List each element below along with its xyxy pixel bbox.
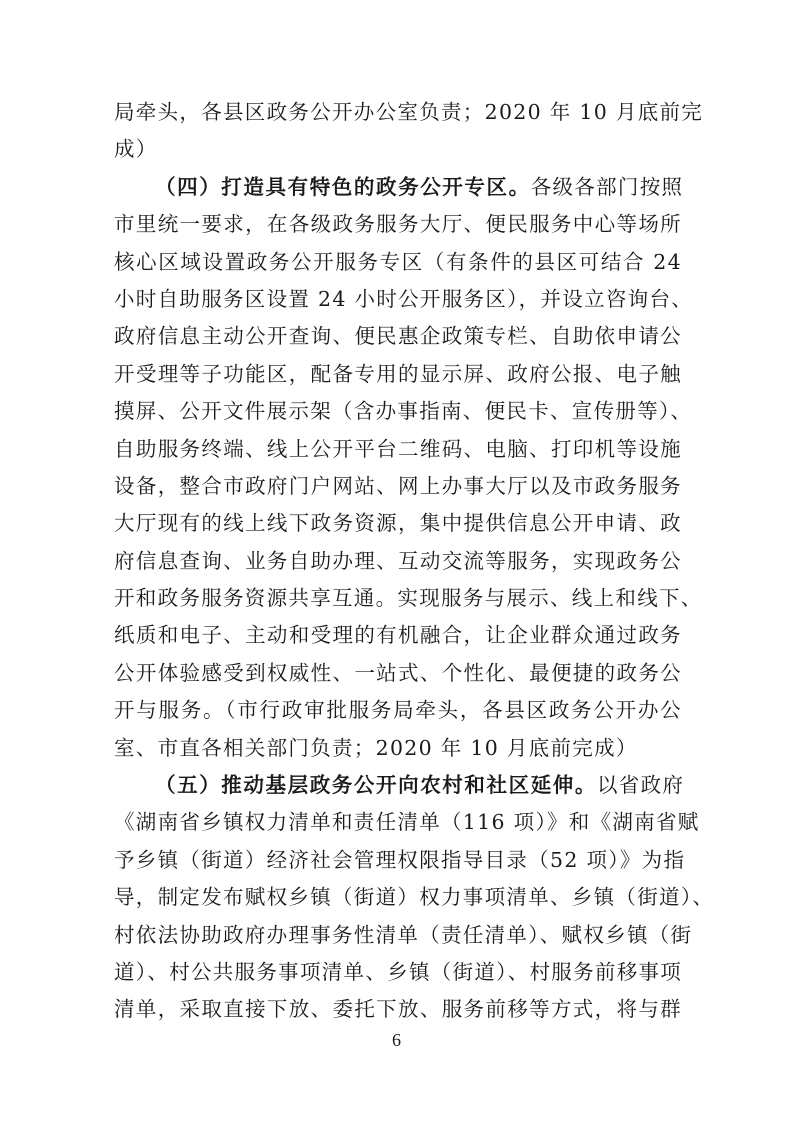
text-line: 《湖南省乡镇权力清单和责任清单（116 项）》和《湖南省赋 <box>114 810 700 835</box>
text-line: 市里统一要求，在各级政务服务大厅、便民服务中心等场所 <box>114 212 682 237</box>
section-heading: （四）打造具有特色的政务公开专区。 <box>155 174 531 199</box>
text-line: 局牵头，各县区政务公开办公室负责；2020 年 10 月底前完 <box>114 100 704 124</box>
text-line: 清单，采取直接下放、委托下放、服务前移等方式，将与群 <box>114 997 682 1022</box>
text-line: 予乡镇（街道）经济社会管理权限指导目录（52 项）》为指 <box>114 847 686 872</box>
text-line: 府信息查询、业务自助办理、互动交流等服务，实现政务公 <box>114 548 682 573</box>
text-line: 大厅现有的线上线下政务资源，集中提供信息公开申请、政 <box>114 511 682 536</box>
paragraph-continuation <box>114 94 704 169</box>
text-line: 导，制定发布赋权乡镇（街道）权力事项清单、乡镇（街道）、 <box>114 885 715 910</box>
page-number: 6 <box>392 1030 401 1050</box>
text-line: 政府信息主动公开查询、便民惠企政策专栏、自助依申请公 <box>114 324 682 349</box>
text-line: 室、市直各相关部门负责；2020 年 10 月底前完成） <box>114 735 638 760</box>
paragraph-grassroots <box>114 767 715 1029</box>
text-line <box>114 767 685 804</box>
document-body <box>114 94 715 1029</box>
text-line: 自助服务终端、线上公开平台二维码、电脑、打印机等设施 <box>114 436 682 461</box>
text-line: 设备，整合市政府门户网站、网上办事大厅以及市政务服务 <box>114 473 682 498</box>
text-line: 开受理等子功能区，配备专用的显示屏、政府公报、电子触 <box>114 361 682 386</box>
text-line <box>114 169 682 206</box>
text-line: 开和政务服务资源共享互通。实现服务与展示、线上和线下、 <box>114 586 703 611</box>
text-line: 成） <box>114 137 158 162</box>
text-fragment: 各级各部门按照 <box>530 174 684 199</box>
text-line: 纸质和电子、主动和受理的有机融合，让企业群众通过政务 <box>114 623 682 648</box>
text-line: 摸屏、公开文件展示架（含办事指南、便民卡、宣传册等）、 <box>114 399 693 424</box>
text-line: 核心区域设置政务公开服务专区（有条件的县区可结合 24 <box>114 249 682 274</box>
text-line: 开与服务。（市行政审批服务局牵头，各县区政务公开办公 <box>114 698 682 723</box>
section-heading: （五）推动基层政务公开向农村和社区延伸。 <box>155 773 597 798</box>
paragraph-special-zone <box>114 169 703 767</box>
text-line: 道）、村公共服务事项清单、乡镇（街道）、村服务前移事项 <box>114 959 683 984</box>
text-fragment: 以省政府 <box>597 773 685 798</box>
text-line: 小时自助服务区设置 24 小时公开服务区），并设立咨询台、 <box>114 286 694 311</box>
text-line: 村依法协助政府办理事务性清单（责任清单）、赋权乡镇（街 <box>114 922 693 947</box>
text-line: 公开体验感受到权威性、一站式、个性化、最便捷的政务公 <box>114 660 682 685</box>
